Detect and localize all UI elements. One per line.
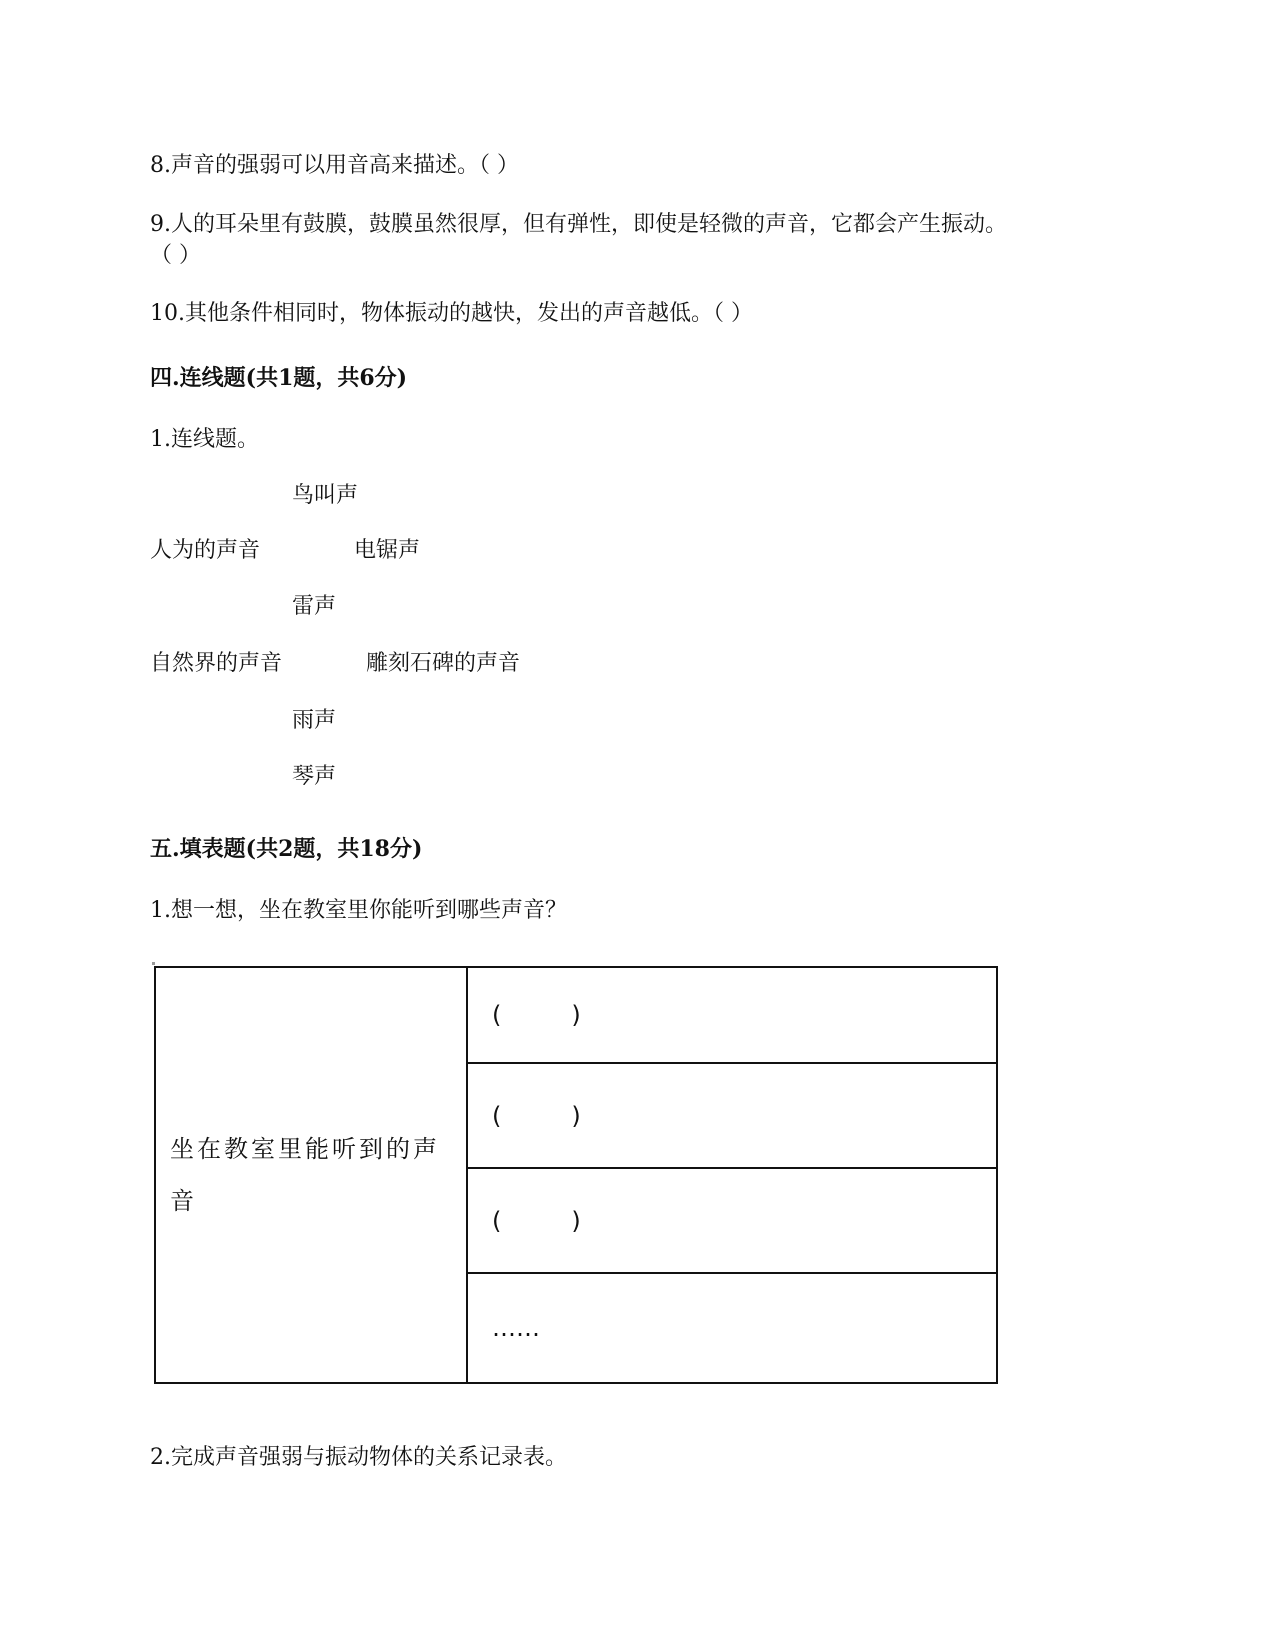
answer-slot-1[interactable] (467, 967, 997, 1063)
answer-slot-2[interactable] (467, 1063, 997, 1168)
answer-slot-ellipsis (467, 1273, 997, 1383)
match-right-item-5: 雨声 (292, 708, 337, 733)
match-right-item-1: 鸟叫声 (292, 483, 359, 508)
match-left-item-1: 人为的声音 (150, 538, 261, 563)
ellipsis-text: …… (492, 1314, 540, 1342)
match-right-item-4: 雕刻石碑的声音 (366, 651, 521, 676)
table-label-cell (155, 967, 467, 1383)
answer-slot-3[interactable] (467, 1168, 997, 1273)
match-right-item-6: 琴声 (292, 764, 337, 789)
section-4-question-1: 1.连线题。 (150, 427, 259, 452)
table-label-line2: 音 (170, 1187, 197, 1215)
section-5-heading: 五.填表题(共2题，共18分) (150, 836, 423, 862)
table-label-line1: 坐在教室里能听到的声 (170, 1135, 440, 1163)
question-9-line1: 9.人的耳朵里有鼓膜，鼓膜虽然很厚，但有弹性，即使是轻微的声音，它都会产生振动。 (150, 212, 1007, 237)
question-8: 8.声音的强弱可以用音高来描述。（ ） (150, 153, 519, 178)
question-9-line2: （ ） (150, 243, 201, 268)
section-5-question-2: 2.完成声音强弱与振动物体的关系记录表。 (150, 1445, 567, 1470)
sounds-table (154, 966, 998, 1384)
question-10: 10.其他条件相同时，物体振动的越快，发出的声音越低。（ ） (150, 301, 753, 326)
section-5-question-1: 1.想一想，坐在教室里你能听到哪些声音？ (150, 898, 567, 923)
section-4-heading: 四.连线题(共1题，共6分) (150, 365, 408, 391)
match-left-item-2: 自然界的声音 (150, 651, 283, 676)
anchor-mark (152, 962, 155, 965)
answer-blank-2: ( ) (492, 1101, 581, 1130)
match-right-item-3: 雷声 (292, 594, 337, 619)
answer-blank-1: ( ) (492, 1001, 581, 1029)
match-right-item-2: 电锯声 (354, 538, 421, 563)
answer-blank-3: ( ) (492, 1206, 581, 1235)
